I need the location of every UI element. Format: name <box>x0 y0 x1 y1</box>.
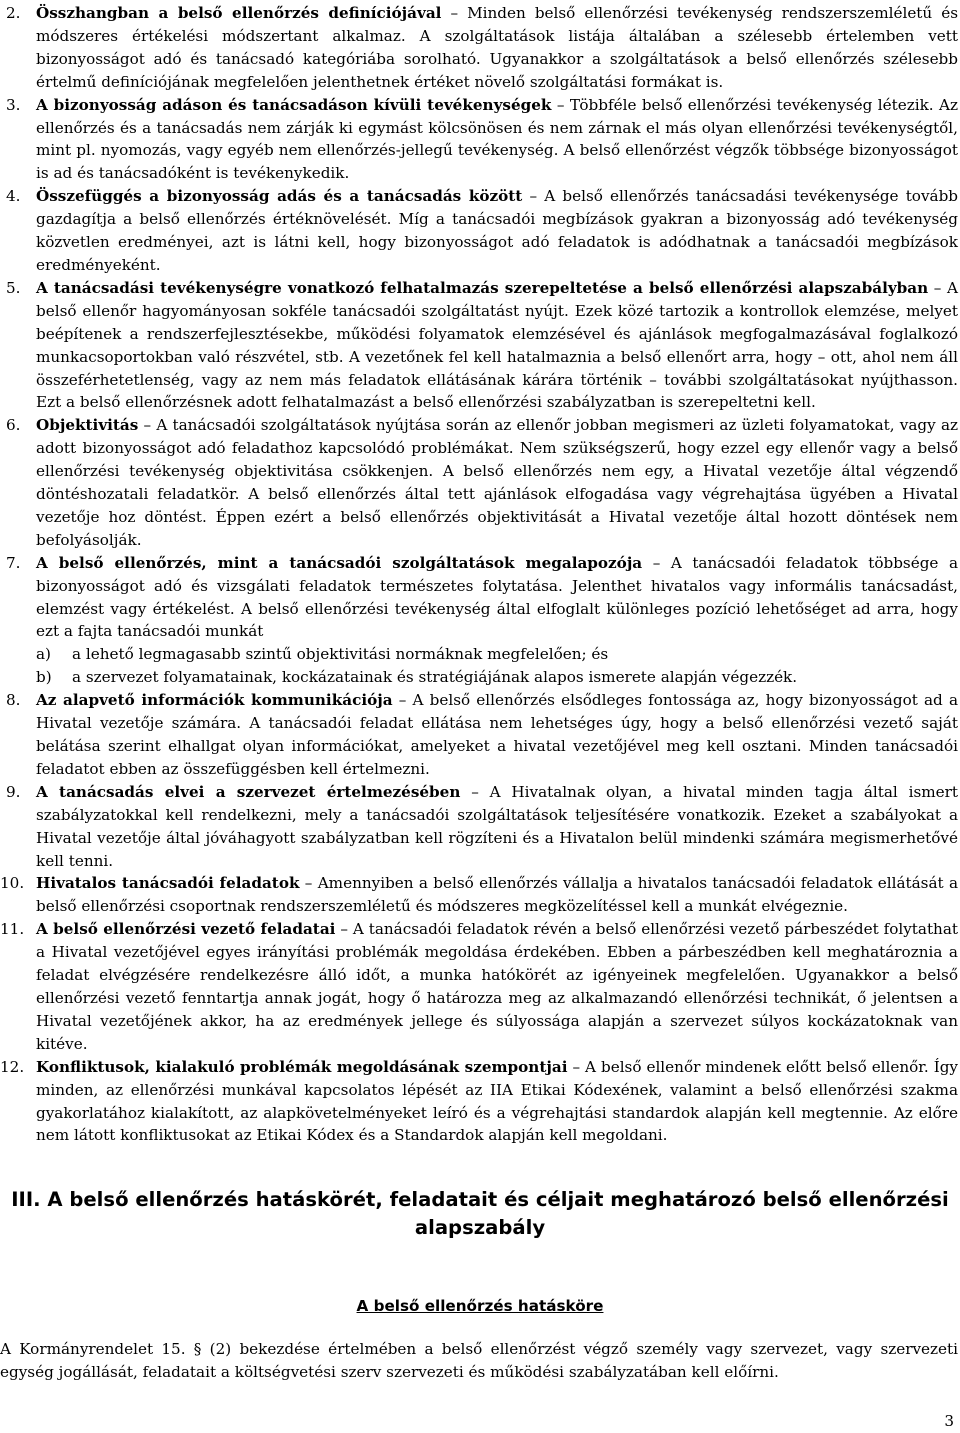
item-number: 2. <box>6 4 21 22</box>
item-dash: – <box>299 874 318 893</box>
item-number: 11. <box>0 920 25 939</box>
sub-item-text: a lehető legmagasabb szintű objektivitási normáknak megfelelően; és <box>72 645 609 664</box>
list-item <box>0 781 958 873</box>
list-item <box>0 1056 958 1148</box>
item-title: A tanácsadási tevékenységre vonatkozó felhatalmazás szerepeltetése a belső ellenőrzési alapszabályban <box>36 278 929 297</box>
item-text: A tanácsadói feladatok többsége a bizonyosságot adó és vizsgálati feladatok természetes folytatása. Jelenthet hivatalos vagy informális tanácsadást, elemzést vagy értékelést. A belső ellenőrzési tevékenység által elfoglalt különleges pozíció lehetőséget ad arra, hogy ezt a fajta tanácsadói munkát <box>36 553 958 641</box>
item-body <box>36 552 958 689</box>
item-dash: – <box>567 1057 586 1076</box>
item-body <box>36 414 958 551</box>
item-text: Többféle belső ellenőrzési tevékenység létezik. Az ellenőrzés és a tanácsadás nem zárják ki egymást kölcsönösen és nem zárnak el más olyan ellenőrzési tevékenységtől, mint pl. nyomozás, vagy egyéb nem ellenőrzés-jellegű tevékenység. A belső ellenőrzést végzők többsége bizonyosságot is ad és tanácsadóként is tevékenykedik. <box>36 95 958 183</box>
item-body <box>36 185 958 277</box>
item-dash: – <box>642 553 671 572</box>
item-text: A Hivatalnak olyan, a hivatal minden tagja által ismert szabályzatokkal kell rendelkezni, mely a tanácsadói szolgáltatások teljesítésére vonatkozik. Ezeket a szabályokat a Hivatal vezetője által jóváhagyott szabályzatban kell rögzíteni és a Hivatalon belül mindenki számára megismerhetővé kell tenni. <box>36 782 959 870</box>
item-text: A belső ellenőrzés elsődleges fontossága az, hogy bizonyosságot ad a Hivatal vezetője számára. A tanácsadói feladat ellátása nem lehetséges úgy, hogy a belső ellenőrzési vezető saját belátása szerint elhallgat olyan információkat, amelyeket a hivatal vezetőjével meg kell osztani. Minden tanácsadói feladatot ebben az összefüggésben kell értelmezni. <box>36 691 959 778</box>
list-item <box>0 689 958 781</box>
sub-item-label: b) <box>36 668 52 687</box>
closing-paragraph: A Kormányrendelet 15. § (2) bekezdése értelmében a belső ellenőrzést végző személy vagy szervezet, vagy szervezeti egység jogállását, feladatait a költségvetési szerv szervezeti és működési szabályzatában kell előírni. <box>0 1340 958 1381</box>
item-dash: – <box>335 920 353 939</box>
item-number: 7. <box>6 553 21 572</box>
sub-item <box>36 643 958 666</box>
item-body <box>36 918 958 1055</box>
item-title: A tanácsadás elvei a szervezet értelmezésében <box>36 782 461 801</box>
item-dash: – <box>460 782 490 801</box>
item-dash: – <box>522 187 545 206</box>
list-item <box>0 872 958 918</box>
numbered-list <box>0 2 958 1147</box>
item-title: Objektivitás <box>36 416 139 435</box>
item-body <box>36 1056 958 1148</box>
item-text: Amennyiben a belső ellenőrzés vállalja a hivatalos tanácsadói feladatok ellátását a belső ellenőrzési csoportnak rendszerszemléletű és módszeres megközelítéssel kell a munkát elvégeznie. <box>36 874 958 916</box>
item-dash: – <box>551 95 570 114</box>
item-text: Minden belső ellenőrzési tevékenység rendszerszemléletű és módszeres értékelési módszertant alkalmaz. A szolgáltatások listája általában a szélesebb értelemben vett bizonyosságot adó és tanácsadó kategóriába sorolható. Ugyanakkor a szolgáltatások a belső ellenőrzés szélesebb értelmű definíciójának megfelelően jelenthetnek értéket növelő szolgáltatási formákat is. <box>36 4 958 91</box>
item-number: 9. <box>6 782 21 801</box>
item-body <box>36 781 958 873</box>
list-item <box>0 2 958 94</box>
sub-item-text: a szervezet folyamatainak, kockázatainak és stratégiájának alapos ismerete alapján végezzék. <box>72 668 798 687</box>
item-text: A belső ellenőrzés tanácsadási tevékenysége tovább gazdagítja a belső ellenőrzés értéknövelését. Míg a tanácsadói megbízások gyakran a bizonyosság adó tevékenység közvetlen eredményei, azt is látni kell, hogy bizonyosságot adó feladatok is adódhatnak a tanácsadói megbízások eredményeként. <box>36 187 959 274</box>
item-text: A belső ellenőr hagyományosan sokféle tanácsadói szolgáltatást nyújt. Ezek közé tartozik a kontrollok elemzése, melyet beépítenek a rendszerfejlesztésekbe, működési folyamatok elemzésével és ajánlások megfogalmazásával foglalkozó munkacsoportokban való részvétel, stb. A vezetőnek fel kell hatalmaznia a belső ellenőrt arra, hogy – ott, ahol nem áll összeférhetetlenség, vagy az nem más feladatok ellátásának kárára történik – további szolgáltatásokat nyújthasson. Ezt a belső ellenőrzésnek adott felhatalmazást a belső ellenőrzési szabályzatban is szerepeltetni kell. <box>36 278 959 412</box>
list-item <box>0 185 958 277</box>
item-number: 8. <box>6 691 21 710</box>
list-item <box>0 552 958 689</box>
sub-item-label: a) <box>36 645 51 664</box>
item-body <box>36 277 958 414</box>
item-number: 3. <box>6 95 21 114</box>
list-item <box>0 277 958 414</box>
item-text: A tanácsadói szolgáltatások nyújtása során az ellenőr jobban megismeri az üzleti folyamatokat, vagy az adott bizonyosságot adó feladathoz kapcsolódó problémákat. Nem szükségszerű, hogy ezzel egy ellenőr vagy a belső ellenőrzési tevékenység objektivitása csökkenjen. A belső ellenőrzés nem egy, a Hivatal vezetője által végzendő döntéshozatali feladatkör. A belső ellenőrzés által tett ajánlások elfogadása vagy végrehajtása ügyében a Hivatal vezetője hoz döntést. Éppen ezért a belső ellenőrzés objektivitását a Hivatal vezetője által hozott döntések nem befolyásolják. <box>36 416 958 549</box>
item-number: 5. <box>6 278 21 297</box>
page-number: 3 <box>944 1412 954 1430</box>
item-body <box>36 872 958 918</box>
item-title: Összhangban a belső ellenőrzés definíciójával <box>36 4 442 22</box>
item-title: Konfliktusok, kialakuló problémák megoldásának szempontjai <box>36 1057 568 1076</box>
section-title: III. A belső ellenőrzés hatáskörét, feladatait és céljait meghatározó belső ellenőrzési alapszabály <box>11 1188 949 1239</box>
list-item <box>0 414 958 551</box>
item-body <box>36 94 958 186</box>
sub-item <box>36 666 958 689</box>
item-dash: – <box>392 691 413 710</box>
item-text: A belső ellenőr mindenek előtt belső ellenőr. Így minden, az ellenőrzési munkával kapcsolatos lépését az IIA Etikai Kódexének, valamint a belső ellenőrzési szakma gyakorlatához kialakított, az alapkövetelményeket leíró és a végrehajtási standardok alapján kell megtennie. Az előre nem látott konfliktusokat az Etikai Kódex és a Standardok alapján kell megoldani. <box>36 1057 959 1145</box>
item-body <box>36 2 958 94</box>
item-title: Az alapvető információk kommunikációja <box>36 691 393 710</box>
item-title: A belső ellenőrzés, mint a tanácsadói szolgáltatások megalapozója <box>36 553 643 572</box>
item-dash: – <box>138 416 157 435</box>
list-item <box>0 918 958 1055</box>
item-text: A tanácsadói feladatok révén a belső ellenőrzési vezető párbeszédet folytathat a Hivatal vezetőjével egyes irányítási problémák megoldása érdekében. Ebben a párbeszédben kell meghatároznia a feladat elvégzésére rendelkezésre álló időt, a munka hatókörét az igényeinek megfelelően. Ugyanakkor a belső ellenőrzési vezető fenntartja annak jogát, hogy ő határozza meg az alkalmazandó ellenőrzési technikát, ő jelentsen a Hivatal vezetőjének akkor, ha az eredmények jellege és súlyossága alapján a szervezet súlyos kockázatoknak van kitéve. <box>36 920 958 1053</box>
item-title: A bizonyosság adáson és tanácsadáson kívüli tevékenységek <box>36 95 552 114</box>
item-body <box>36 689 958 781</box>
item-number: 12. <box>0 1057 25 1076</box>
item-title: A belső ellenőrzési vezető feladatai <box>36 920 336 939</box>
item-title: Hivatalos tanácsadói feladatok <box>36 874 300 893</box>
item-dash: – <box>928 278 948 297</box>
subsection-title: A belső ellenőrzés hatásköre <box>356 1297 604 1315</box>
list-item <box>0 94 958 186</box>
item-title: Összefüggés a bizonyosság adás és a tanácsadás között <box>36 187 523 206</box>
item-number: 6. <box>6 416 21 435</box>
item-number: 4. <box>6 187 21 206</box>
item-number: 10. <box>0 874 25 893</box>
item-dash: – <box>441 4 468 22</box>
